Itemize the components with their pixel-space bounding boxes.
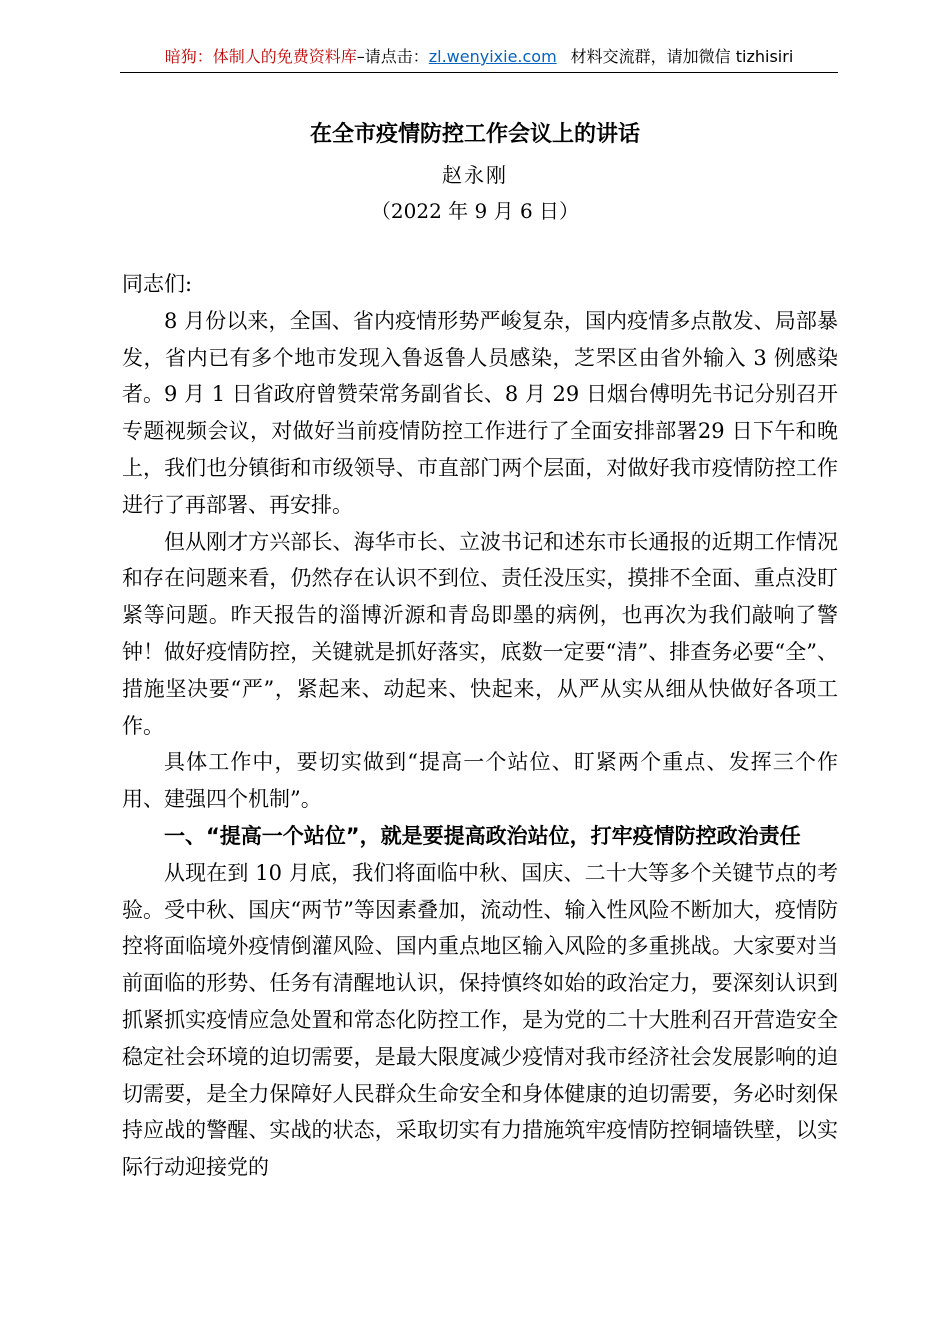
page-header [120, 46, 838, 73]
header-link[interactable]: zl.wenyixie.com [428, 47, 557, 66]
header-prompt: –请点击： [356, 47, 429, 66]
header-contact: 材料交流群，请加微信 tizhisiri [570, 47, 794, 66]
salutation: 同志们: [122, 272, 193, 296]
paragraph: 从现在到 10 月底，我们将面临中秋、国庆、二十大等多个关键节点的考验。受中秋、国庆“两节”等因素叠加，流动性、输入性风险不断加大，疫情防控将面临境外疫情倒灌风险、国内重点地区输入风险的多重挑战。大家要对当前面临的形势、任务有清醒地认识，保持慎终如始的政治定力，要深刻认识到抓紧抓实疫情应急处置和常态化防控工作，是为党的二十大胜利召开营造安全稳定社会环境的迫切需要，是最大限度减少疫情对我市经济社会发展影响的迫切需要，是全力保障好人民群众生命安全和身体健康的迫切需要，务必时刻保持应战的警醒、实战的状态，采取切实有力措施筑牢疫情防控铜墙铁壁，以实际行动迎接党的 [122, 860, 838, 1180]
paragraph: 8 月份以来，全国、省内疫情形势严峻复杂，国内疫情多点散发、局部暴发，省内已有多个地市发现入鲁返鲁人员感染，芝罘区由省外输入 3 例感染者。9 月 1 日省政府曾赞荣常务副省长、8 月 29 日烟台傅明先书记分别召开专题视频会议，对做好当前疫情防控工作进行了全面安排部署29 日下午和晚上，我们也分镇街和市级领导、市直部门两个层面，对做好我市疫情防控工作进行了再部署、再安排。 [122, 308, 838, 517]
document-title: 在全市疫情防控工作会议上的讲话 [309, 121, 640, 147]
document-date: （2022 年 9 月 6 日） [370, 199, 580, 223]
section-heading: 一、“提高一个站位”，就是要提高政治站位，打牢疫情防控政治责任 [164, 823, 801, 848]
document-author: 赵永刚 [442, 163, 508, 187]
header-brand: 暗狗：体制人的免费资料库 [164, 47, 357, 66]
document-body [122, 266, 838, 1186]
paragraph: 具体工作中，要切实做到“提高一个站位、盯紧两个重点、发挥三个作用、建强四个机制”。 [122, 750, 838, 812]
paragraph: 但从刚才方兴部长、海华市长、立波书记和述东市长通报的近期工作情况和存在问题来看，仍然存在认识不到位、责任没压实，摸排不全面、重点没盯紧等问题。昨天报告的淄博沂源和青岛即墨的病例，也再次为我们敲响了警钟！做好疫情防控，关键就是抓好落实，底数一定要“清”、排查务必要“全”、措施坚决要“严”，紧起来、动起来、快起来，从严从实从细从快做好各项工作。 [122, 529, 838, 738]
